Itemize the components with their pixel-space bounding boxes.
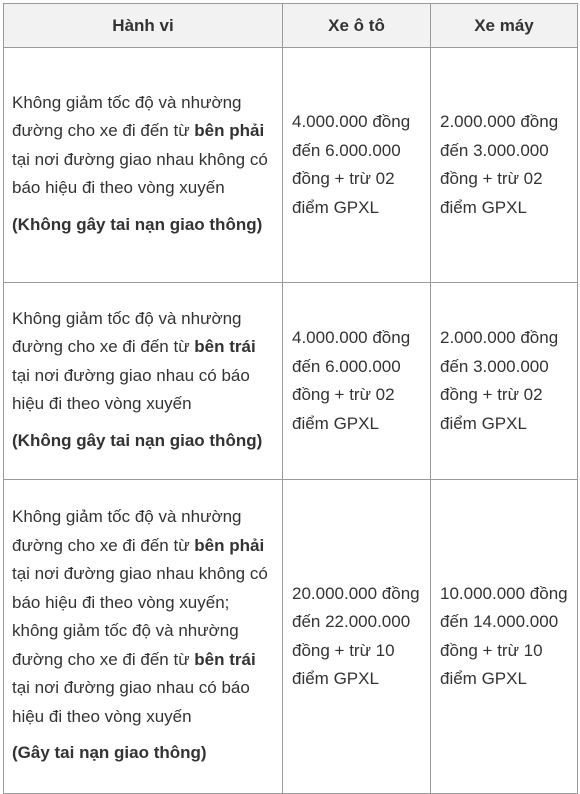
behavior-direction: bên phải — [194, 535, 265, 555]
behavior-text: Không giảm tốc độ và nhường đường cho xe đi đến từ — [12, 507, 242, 555]
behavior-direction: bên trái — [194, 337, 256, 357]
behavior-cell — [4, 480, 283, 794]
table-row — [4, 480, 578, 794]
car-fine-cell: 4.000.000 đồng đến 6.000.000 đồng + trừ 02 điểm GPXL — [283, 283, 431, 480]
behavior-note: (Không gây tai nạn giao thông) — [12, 214, 263, 234]
behavior-note: (Không gây tai nạn giao thông) — [12, 430, 263, 450]
behavior-text: Không giảm tốc độ và nhường đường cho xe đi đến từ — [12, 92, 242, 141]
header-motorbike: Xe máy — [431, 4, 578, 48]
behavior-note: (Gây tai nạn giao thông) — [12, 743, 207, 763]
behavior-cell — [4, 283, 283, 480]
table-row — [4, 283, 578, 480]
car-fine-cell: 20.000.000 đồng đến 22.000.000 đồng + trừ 10 điểm GPXL — [283, 480, 431, 794]
motorbike-fine-cell: 2.000.000 đồng đến 3.000.000 đồng + trừ 02 điểm GPXL — [431, 283, 578, 480]
behavior-text: tại nơi đường giao nhau không có báo hiệu đi theo vòng xuyến; không giảm tốc độ và nhường đường cho xe đi đến từ — [12, 564, 268, 669]
header-car: Xe ô tô — [283, 4, 431, 48]
car-fine-cell: 4.000.000 đồng đến 6.000.000 đồng + trừ 02 điểm GPXL — [283, 48, 431, 283]
behavior-direction: bên trái — [194, 649, 256, 669]
header-behavior: Hành vi — [4, 4, 283, 48]
behavior-cell — [4, 48, 283, 283]
behavior-direction: bên phải — [194, 121, 265, 141]
penalty-table — [3, 3, 578, 794]
behavior-text: tại nơi đường giao nhau không có báo hiệu đi theo vòng xuyến — [12, 149, 268, 198]
motorbike-fine-cell: 2.000.000 đồng đến 3.000.000 đồng + trừ 02 điểm GPXL — [431, 48, 578, 283]
behavior-text: tại nơi đường giao nhau có báo hiệu đi theo vòng xuyến — [12, 365, 250, 414]
motorbike-fine-cell: 10.000.000 đồng đến 14.000.000 đồng + trừ 10 điểm GPXL — [431, 480, 578, 794]
behavior-text: tại nơi đường giao nhau có báo hiệu đi theo vòng xuyến — [12, 678, 250, 726]
table-row — [4, 48, 578, 283]
header-row — [4, 4, 578, 48]
behavior-text: Không giảm tốc độ và nhường đường cho xe đi đến từ — [12, 308, 242, 357]
